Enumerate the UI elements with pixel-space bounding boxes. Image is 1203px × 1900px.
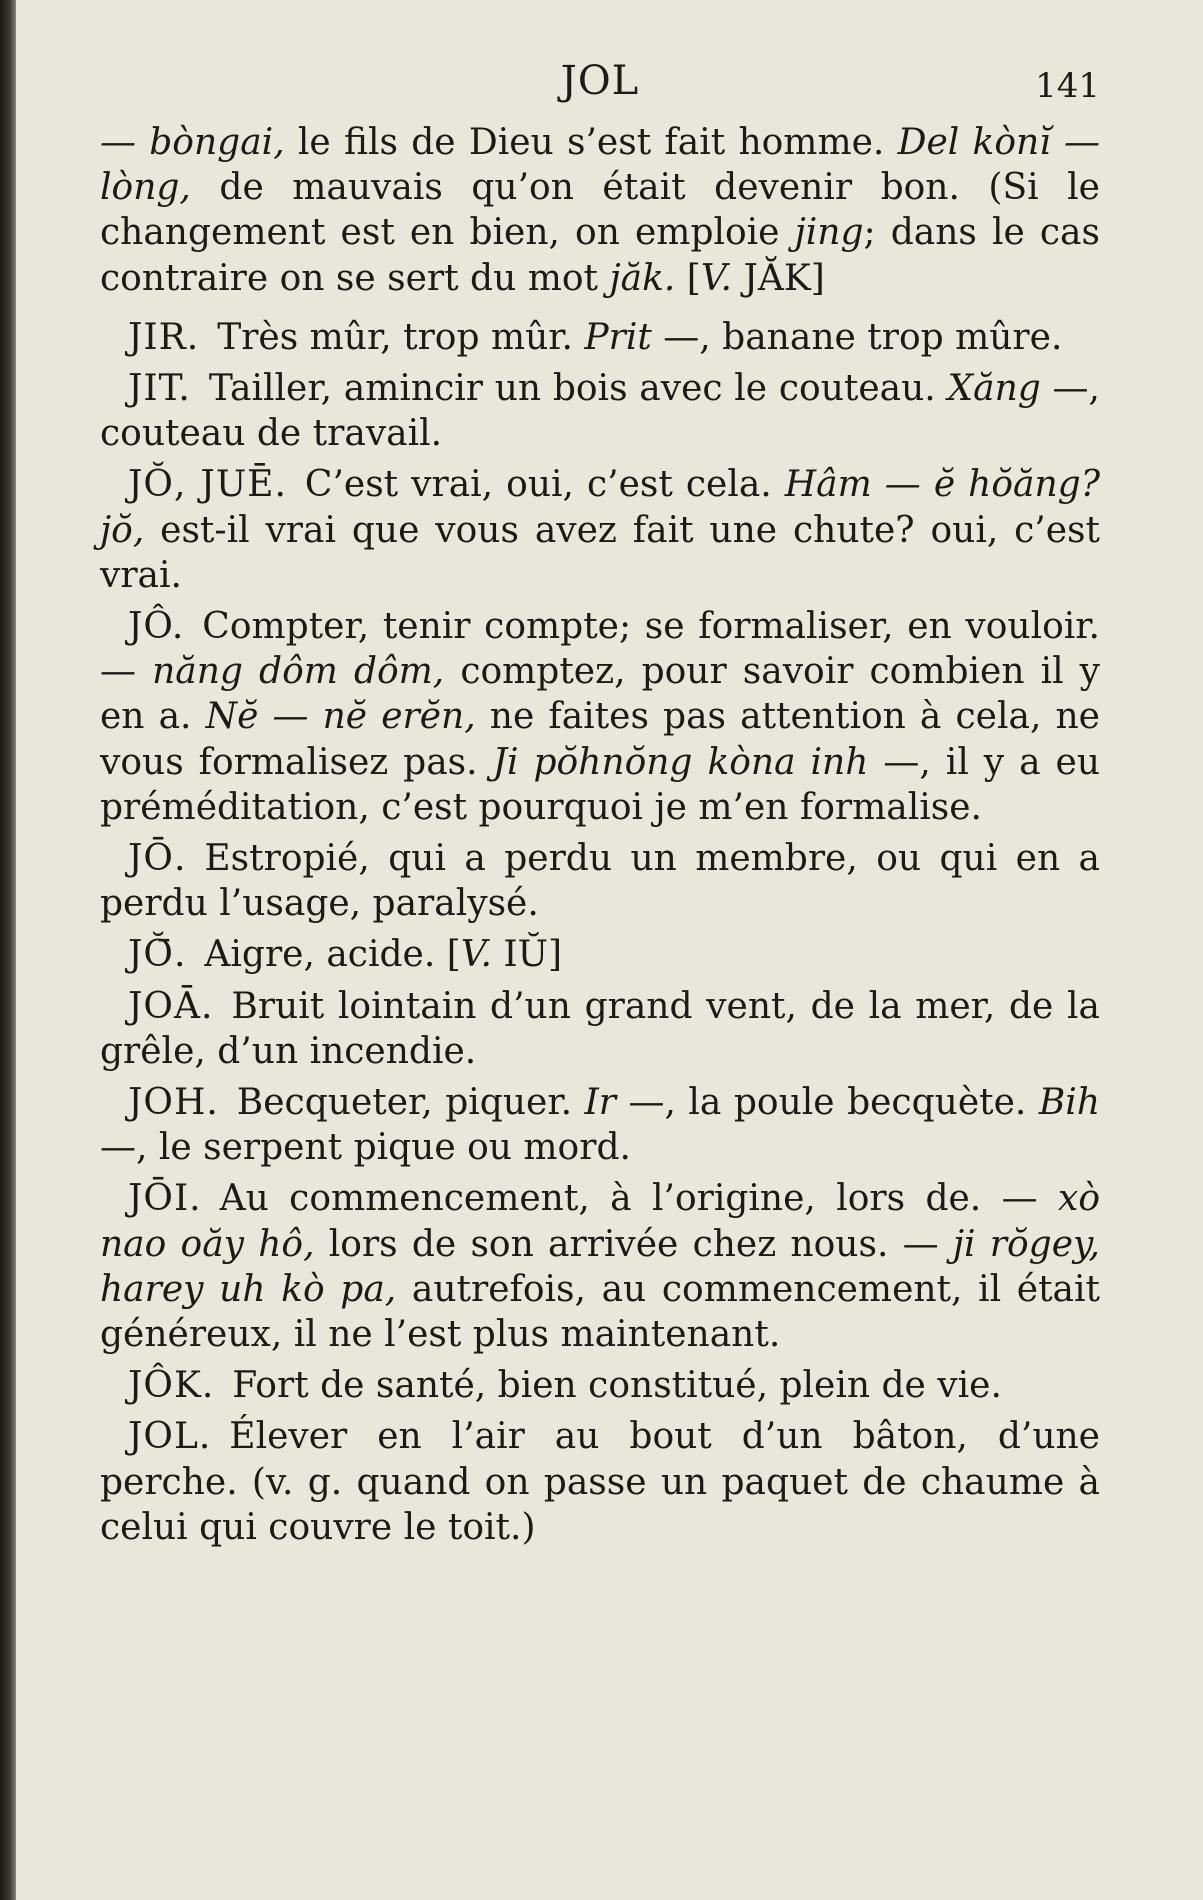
italic-text: Xăng — [947, 368, 1041, 410]
entry-headword: JŎ, JUĒ. — [128, 464, 287, 506]
italic-text: Nĕ — nĕ erĕn, — [205, 696, 476, 738]
italic-text: xò nao oăy hô, — [100, 1178, 1100, 1265]
italic-text: Hâm — ĕ hŏăng? jŏ, — [100, 464, 1100, 551]
entry-headword: JÔ. — [128, 606, 185, 648]
dictionary-entry — [100, 604, 1100, 830]
definition-text: ne faites pas attention à cela, ne vous formalisez pas. — [100, 696, 1100, 783]
entry-headword: JIT. — [128, 368, 191, 410]
definition-text: lors de son arrivée chez nous. — — [314, 1223, 953, 1265]
entry-headword: JOH. — [128, 1082, 219, 1124]
italic-text: jăk. — [609, 257, 676, 299]
definition-text: IŬ] — [491, 934, 562, 976]
italic-text: năng dôm dôm, — [152, 651, 445, 693]
definition-text: le fils de Dieu s’est fait homme. — [284, 122, 898, 163]
entries-list — [100, 315, 1100, 1550]
definition-text: —, banane trop mûre. — [651, 316, 1063, 358]
definition-text: ; dans le cas contraire on se sert du mot — [100, 212, 1100, 299]
entry-headword: JŌ. — [128, 838, 187, 880]
definition-text: Élever en l’air au bout d’un bâton, d’une perche. (v. g. quand on passe un paquet de chaume à celui qui couvre le toit.) — [100, 1416, 1100, 1548]
dictionary-entry — [100, 932, 1100, 977]
italic-text: Bih — [1038, 1082, 1100, 1124]
definition-text: [ — [675, 257, 701, 299]
definition-text: Au commencement, à l’origine, lors de. — — [219, 1178, 1059, 1220]
dictionary-page — [100, 40, 1100, 1880]
entry-headword: JŌI. — [128, 1178, 202, 1220]
definition-text: Aigre, acide. [ — [204, 934, 461, 976]
entry-headword: JŎ̄. — [128, 934, 187, 976]
definition-text: —, couteau de travail. — [100, 368, 1100, 455]
entry-headword: JIR. — [128, 316, 200, 358]
italic-text: V. — [700, 257, 732, 299]
dictionary-entry — [100, 836, 1100, 926]
definition-text: Estropié, qui a perdu un membre, ou qui en a perdu l’usage, paralysé. — [100, 838, 1100, 925]
dictionary-entry — [100, 1080, 1100, 1170]
book-spine-shadow — [0, 0, 16, 1900]
dictionary-body — [100, 120, 1100, 1550]
definition-text: Fort de santé, bien constitué, plein de vie. — [232, 1365, 1002, 1407]
italic-text: — bòngai, — [100, 122, 285, 163]
definition-text: JĂK] — [732, 257, 825, 299]
definition-text: —, la poule becquète. — [615, 1082, 1039, 1124]
definition-text: —, il y a eu préméditation, c’est pourquoi je m’en formalise. — [100, 741, 1101, 828]
definition-text: —, le serpent pique ou mord. — [100, 1127, 631, 1169]
dictionary-entry — [100, 984, 1100, 1074]
italic-text: jing — [794, 212, 864, 254]
dictionary-entry — [100, 462, 1100, 598]
italic-text: Prit — [584, 316, 652, 358]
definition-text: Très mûr, trop mûr. — [217, 316, 585, 358]
italic-text: Ir — [584, 1082, 616, 1124]
dictionary-entry — [100, 366, 1100, 456]
dictionary-entry — [100, 1176, 1100, 1357]
italic-text: Del kònĭ — lòng, — [100, 122, 1100, 209]
italic-text: Ji pŏhnŏng kòna inh — [492, 741, 869, 783]
dictionary-entry — [100, 1414, 1100, 1550]
guide-word: JOL — [560, 58, 640, 104]
page-header — [100, 40, 1100, 120]
definition-text: Compter, tenir compte; se formaliser, en vouloir. — — [100, 606, 1100, 693]
entry-headword: JÔK. — [128, 1365, 215, 1407]
dictionary-entry — [100, 1363, 1100, 1408]
dictionary-entry — [100, 315, 1100, 360]
definition-text: Becqueter, piquer. — [236, 1082, 585, 1124]
page-number: 141 — [1035, 66, 1100, 106]
entry-headword: JOL. — [128, 1416, 212, 1458]
continuation-paragraph — [100, 120, 1100, 301]
italic-text: ji rŏgey, harey uh kò pa, — [100, 1223, 1100, 1310]
definition-text: est-il vrai que vous avez fait une chute? oui, c’est vrai. — [100, 509, 1100, 596]
definition-text: autrefois, au commencement, il était généreux, il ne l’est plus maintenant. — [100, 1268, 1100, 1356]
italic-text: V. — [460, 934, 492, 976]
definition-text: C’est vrai, oui, c’est cela. — [304, 464, 785, 506]
entry-headword: JOĀ. — [128, 985, 214, 1027]
definition-text: Tailler, amincir un bois avec le couteau. — [208, 368, 948, 410]
definition-text: Bruit lointain d’un grand vent, de la mer, de la grêle, d’un incendie. — [100, 985, 1100, 1072]
definition-text: comptez, pour savoir combien il y en a. — [100, 651, 1101, 738]
definition-text: de mauvais qu’on était devenir bon. (Si le changement est en bien, on emploie — [100, 167, 1100, 254]
